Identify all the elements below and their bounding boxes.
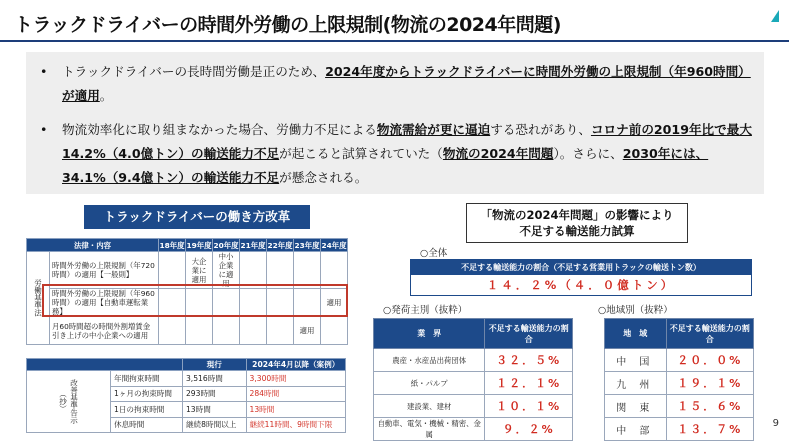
table-cell — [321, 252, 348, 289]
table-header: 不足する輸送能力の割合 — [485, 319, 573, 349]
table-header — [27, 359, 183, 371]
table-row — [605, 418, 754, 441]
table-row — [605, 372, 754, 395]
side-label: 労働基準法 — [27, 252, 50, 345]
table-cell — [267, 252, 294, 289]
table-row — [374, 395, 573, 418]
table-row — [27, 371, 346, 387]
table-header: 不足する輸送能力の割合 — [666, 319, 753, 349]
table-cell: 13時間 — [246, 402, 346, 418]
table-cell: ３２．５% — [485, 349, 573, 372]
table-header: 23年度 — [294, 240, 320, 250]
table-cell: １０．１% — [485, 395, 573, 418]
table-cell — [294, 252, 321, 289]
table-row — [27, 252, 348, 289]
summary-highlight: コロナ前の2019年比で最大14.2%（4.0億トン）の輸送能力不足 — [62, 122, 752, 161]
table-cell: 293時間 — [182, 386, 246, 402]
table-cell: 継続11時間、9時間下限 — [246, 417, 346, 433]
summary-highlight: 2030年には、34.1%（9.4億トン）の輸送能力不足 — [62, 146, 709, 185]
table-cell: １２．１% — [485, 372, 573, 395]
side-label: 改善基準告示（抄） — [27, 371, 111, 433]
table-cell: １３．７% — [666, 418, 753, 441]
table-header: 法律・内容 — [27, 239, 159, 252]
shipper-label: ○発荷主別（抜粋） — [383, 305, 468, 316]
overall-header: 不足する輸送能力の割合（不足する営業用トラックの輸送トン数） — [410, 259, 752, 274]
table-header-row — [605, 319, 754, 349]
overall-label: ○全体 — [420, 248, 448, 259]
table-header: 21年度 — [240, 240, 266, 250]
table-row — [374, 349, 573, 372]
table-cell: 3,516時間 — [182, 371, 246, 387]
slide-title: トラックドライバーの時間外労働の上限規制(物流の2024年問題) — [14, 14, 561, 36]
table-header: 地 域 — [605, 319, 667, 349]
summary-highlight: 物流需給が更に逼迫 — [376, 122, 491, 137]
table-cell: 農産・水産品出荷団体 — [374, 349, 485, 372]
table-cell: ２０．０% — [666, 349, 753, 372]
table-cell — [186, 317, 213, 345]
table-cell: 3,300時間 — [246, 371, 346, 387]
table-header: 業 界 — [374, 319, 485, 349]
region-table — [604, 318, 754, 441]
table-cell: 適用 — [321, 289, 348, 317]
shortfall-heading-line: 「物流の2024年問題」の影響により — [480, 208, 674, 222]
reform-heading: トラックドライバーの働き方改革 — [84, 205, 310, 229]
table-cell: 時間外労働の上限規制（年720時間）の適用【一般則】 — [50, 252, 159, 289]
table-cell: 大企業に適用 — [186, 252, 213, 289]
summary-text: ）。さらに、 — [553, 146, 623, 161]
table-header: 18年度 — [159, 240, 185, 250]
table-cell — [159, 317, 186, 345]
corner-logo-icon — [763, 8, 779, 24]
table-header: 24年度 — [321, 240, 347, 250]
table-header: 2024年4月以降（案例） — [246, 359, 346, 371]
table-cell: 中小企業に適用 — [213, 252, 240, 289]
shipper-table — [373, 318, 573, 441]
region-label: ○地域別（抜粋） — [598, 305, 673, 316]
table-cell — [240, 317, 267, 345]
table-cell: 建設業、建材 — [374, 395, 485, 418]
table-cell: 月60時間超の時間外割増賃金引き上げの中小企業への適用 — [50, 317, 159, 345]
table-cell: １５．６% — [666, 395, 753, 418]
summary-text: が起こると試算されていた（ — [279, 146, 443, 161]
table-cell: 適用 — [294, 317, 321, 345]
table-header-row — [374, 319, 573, 349]
table-cell: １９．１% — [666, 372, 753, 395]
table-cell: 1日の拘束時間 — [111, 402, 183, 418]
overall-value: １４．２%（４．０億トン） — [410, 274, 752, 296]
table-header: 19年度 — [186, 240, 212, 250]
table-cell: 休息時間 — [111, 417, 183, 433]
working-hours-table — [26, 358, 346, 433]
table-cell: 13時間 — [182, 402, 246, 418]
bullet-dot-icon: • — [40, 64, 48, 79]
summary-text: 。 — [99, 88, 113, 103]
table-cell: 中 国 — [605, 349, 667, 372]
table-cell: 紙・パルプ — [374, 372, 485, 395]
summary-box — [26, 52, 764, 194]
table-row — [374, 418, 573, 441]
table-row — [27, 317, 348, 345]
table-row — [374, 372, 573, 395]
table-cell: 284時間 — [246, 386, 346, 402]
table-cell: ９．２% — [485, 418, 573, 441]
table-cell: 1ヶ月の拘束時間 — [111, 386, 183, 402]
table-cell: 九 州 — [605, 372, 667, 395]
table-row — [605, 395, 754, 418]
table-cell: 継続8時間以上 — [182, 417, 246, 433]
title-underline — [0, 40, 789, 42]
table-cell — [159, 252, 186, 289]
table-cell: 時間外労働の上限規制（年960時間）の適用【自動車運転業務】 — [50, 289, 159, 317]
table-cell: 自動車、電気・機械・精密、金属 — [374, 418, 485, 441]
summary-text: トラックドライバーの長時間労働是正のため、 — [62, 64, 326, 79]
table-cell — [321, 317, 348, 345]
table-row — [605, 349, 754, 372]
table-cell — [267, 317, 294, 345]
highlight-frame — [42, 284, 348, 317]
table-cell: 関 東 — [605, 395, 667, 418]
table-header: 現行 — [182, 359, 246, 371]
table-cell: 中 部 — [605, 418, 667, 441]
shortfall-heading — [466, 203, 688, 243]
bullet-dot-icon: • — [40, 122, 48, 137]
table-header-row — [27, 239, 348, 252]
shortfall-heading-line: 不足する輸送能力試算 — [519, 224, 635, 238]
table-cell — [213, 317, 240, 345]
summary-text: が懸念される。 — [279, 170, 368, 185]
table-header-row — [27, 359, 346, 371]
overall-box — [410, 259, 752, 296]
summary-highlight: 2024年度からトラックドライバーに時間外労働の上限規制（年960時間）が適用 — [62, 64, 751, 103]
page-number: 9 — [772, 418, 779, 429]
summary-text: 物流効率化に取り組まなかった場合、労働力不足による — [62, 122, 377, 137]
summary-highlight: 物流の2024年問題 — [442, 146, 554, 161]
summary-text: する恐れがあり、 — [490, 122, 591, 137]
table-cell — [240, 252, 267, 289]
table-header: 20年度 — [213, 240, 239, 250]
table-header: 22年度 — [267, 240, 293, 250]
table-cell: 年間拘束時間 — [111, 371, 183, 387]
